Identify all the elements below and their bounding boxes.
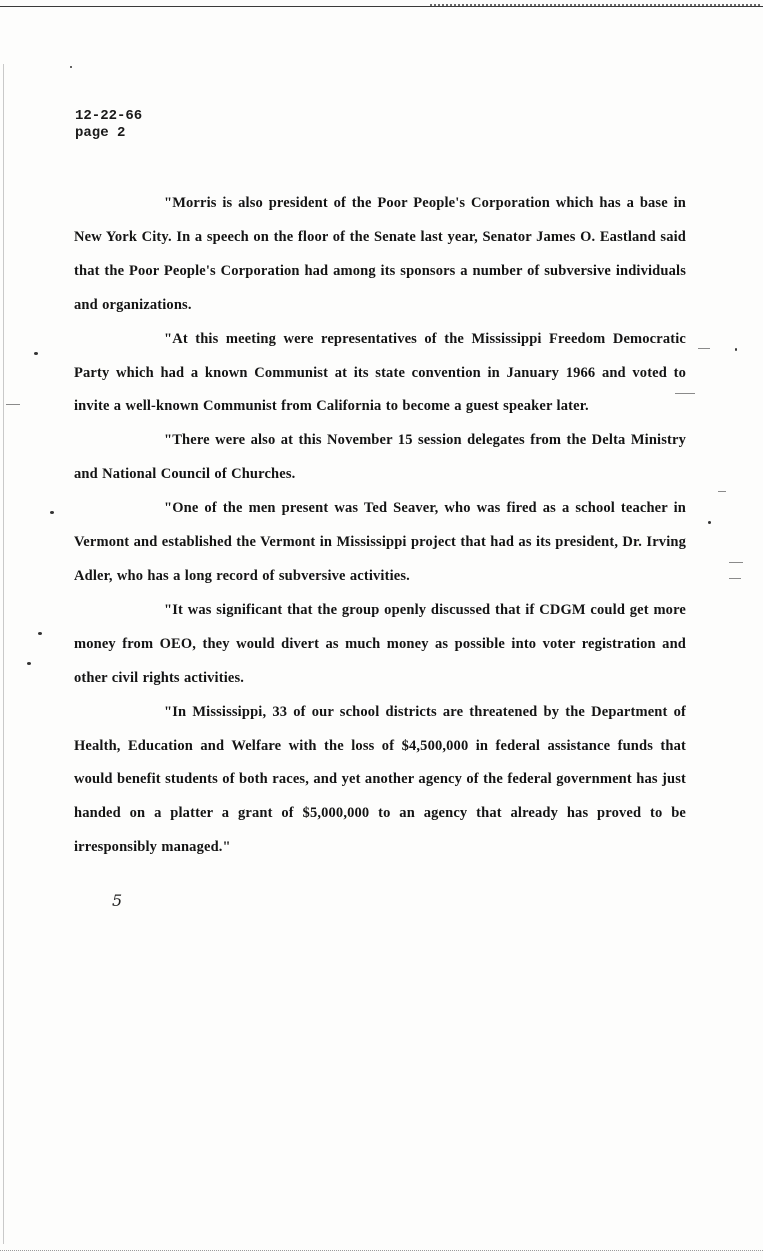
scan-dash [718, 491, 726, 492]
scan-dash [6, 404, 20, 405]
scan-dash [698, 348, 710, 349]
paragraph-mississippi: "In Mississippi, 33 of our school districts are threatened by the Department of Health, Education and Welfare with the loss of $4,500,000 in federal assistance funds that would benefit students of both races, and yet another agency of the federal government has just handed on a platter a grant of $5,000,000 to an agency that already has proved to be irresponsibly managed." [74, 703, 686, 856]
scan-speck [38, 632, 42, 635]
scan-speck [735, 348, 737, 351]
scan-dash [729, 578, 741, 579]
header-page-number: page 2 [75, 125, 126, 141]
document-body [74, 187, 686, 865]
paragraph-delegates: "There were also at this November 15 session delegates from the Delta Ministry and National Council of Churches. [74, 432, 686, 483]
handwritten-correction: 5 [112, 891, 123, 910]
scan-speck [708, 521, 711, 524]
left-page-edge [3, 64, 4, 1244]
scan-speck [27, 662, 31, 665]
scan-dash [729, 562, 743, 563]
paragraph-seaver: "One of the men present was Ted Seaver, who was fired as a school teacher in Vermont and established the Vermont in Mississippi project that had as its president, Dr. Irving Adler, who has a long record of subversive activities. [74, 500, 686, 584]
paragraph-meeting: "At this meeting were representatives of the Mississippi Freedom Democratic Party which had a known Communist at its state convention in January 1966 and voted to invite a well-known Communist from California to become a guest speaker later. [74, 330, 686, 415]
scan-speck [70, 66, 72, 68]
paragraph-cdgm: "It was significant that the group openly discussed that if CDGM could get more money from OEO, they would divert as much money as possible into voter registration and other civil rights activities. [74, 601, 686, 686]
header-date: 12-22-66 [75, 108, 143, 124]
top-edge-rule [0, 6, 763, 7]
scan-speck [34, 352, 38, 355]
paragraph-morris: "Morris is also president of the Poor People's Corporation which has a base in New York City. In a speech on the floor of the Senate last year, Senator James O. Eastland said that the Poor People's Corporation had among its sponsors a number of subversive individuals and organizations. [74, 195, 686, 313]
scan-speck [50, 511, 54, 514]
document-header [75, 108, 142, 142]
bottom-edge-rule [0, 1250, 763, 1251]
top-edge-scan-marks [430, 0, 760, 6]
